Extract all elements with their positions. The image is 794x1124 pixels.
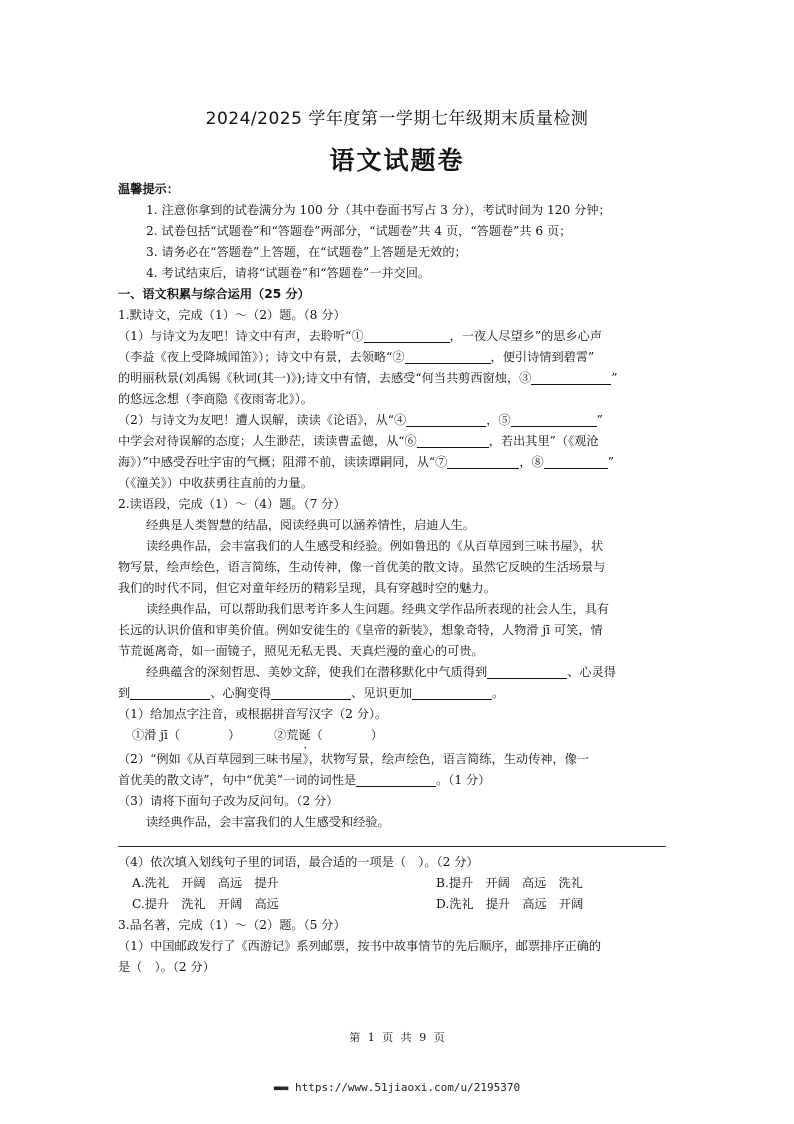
tip-item: 3. 请务必在“答题卷”上答题，在“试题卷”上答题是无效的； [146,245,467,259]
answer-blank[interactable] [511,412,597,427]
subquestion-line: 是（ ）。（2 分） [118,960,215,974]
answer-blank[interactable] [405,349,491,364]
q1-p1-line2: （李益《夜上受降城闻笛》）；诗文中有景，去领略“② ，便引诗情到碧霄” [118,350,595,364]
option-d[interactable]: D.洗礼 提升 高远 开阔 [436,897,584,911]
answer-blank[interactable] [544,454,608,469]
answer-blank[interactable] [271,685,351,700]
tip-item: 1. 注意你拿到的试卷满分为 100 分（其中卷面书写占 3 分），考试时间为 120 分钟； [146,203,611,217]
answer-blank[interactable] [531,370,611,385]
option-c[interactable]: C.提升 洗礼 开阔 高远 [132,897,279,911]
tip-item: 2. 试卷包括“试题卷”和“答题卷”两部分，“试题卷”共 4 页，“答题卷”共 6 页； [146,224,572,238]
passage-line: 我们的时代不同，但它对童年经历的精彩呈现，具有穿越时空的魅力。 [118,581,496,595]
q1-p1-line3: 的明丽秋景(刘禹锡《秋词(其一)》);诗文中有情，去感受“何当共剪西窗烛，③ ” [118,371,618,385]
watermark-logo: ■■■■ [273,1085,289,1092]
subquestion-stem: （1）给加点字注音，或根据拼音写汉字（2 分）。 [118,707,388,721]
subquestion-stem: （3）请将下面句子改为反问句。（2 分） [118,794,339,808]
q1-p1-line4: 的悠远念想（李商隐《夜雨寄北》）。 [118,392,313,406]
q1-p2-line1: （2）与诗文为友吧！遭人误解，读读《论语》，从“④ ，⑤ ” [118,413,603,427]
passage-line: 长远的认识价值和审美价值。例如安徒生的《皇帝的新装》，想象奇特，人物滑 jī 可笑，情 [118,623,603,637]
answer-blank[interactable] [356,772,436,787]
answer-line[interactable] [118,846,666,847]
passage-line: 经典蕴含的深刻哲思、美妙文辞，使我们在潜移默化中气质得到 、心灵得 [146,665,616,679]
passage-line: 读经典作品，可以帮助我们思考许多人生问题。经典文学作品所表现的社会人生，具有 [146,602,610,616]
watermark[interactable] [0,1081,794,1094]
options-row [118,873,666,894]
answer-blank[interactable] [487,664,567,679]
dotted-char: 诞 [298,728,311,742]
q1-p2-line3: 海》）”中感受吞吐宇宙的气概；阻滞不前，读读谭嗣同，从“⑦ ，⑧ ” [118,455,614,469]
passage-line: 经典是人类智慧的结晶，阅读经典可以涵养情性，启迪人生。 [146,518,476,532]
answer-blank[interactable] [130,685,210,700]
q1-p2-line2: 中学会对待误解的态度；人生渺茫，读读曹孟德，从“⑥ ，若出其里”（《观沧 [118,434,599,448]
passage-line: 到 、心胸变得 、见识更加 。 [118,686,505,700]
passage-line: 节荒诞离奇，如一面镜子，照见无私无畏、天真烂漫的童心的可贵。 [118,644,484,658]
exam-subtitle: 语文试题卷 [329,146,465,175]
subquestion-stem: （4）依次填入划线句子里的词语，最合适的一项是（ ）。（2 分） [118,855,479,869]
watermark-url[interactable]: https://www.51jiaoxi.com/u/2195370 [294,1081,521,1094]
question-stem: 3.品名著，完成（1）～（2）题。（5 分） [118,918,346,932]
page-number: 第 1 页 共 9 页 [349,1031,445,1044]
answer-blank[interactable] [406,412,486,427]
exam-title: 2024/2025 学年度第一学期七年级期末质量检测 [205,109,589,129]
answer-blank[interactable] [447,454,519,469]
answer-blank[interactable] [412,685,492,700]
passage-line: 读经典作品，会丰富我们的人生感受和经验。例如鲁迅的《从百草园到三味书屋》，状 [146,539,604,553]
exam-content [118,179,666,978]
section-heading: 一、语文积累与综合运用（25 分） [118,287,310,301]
option-a[interactable]: A.洗礼 开阔 高远 提升 [132,876,279,890]
question-stem: 2.读语段，完成（1）～（4）题。（7 分） [118,497,346,511]
answer-blank[interactable] [364,328,450,343]
subquestion-line: （2）“例如《从百草园到三味书屋》，状物写景，绘声绘色，语言简练，生动传神，像一 [118,752,590,766]
tip-item: 4. 考试结束后，请将“试题卷”和“答题卷”一并交回。 [146,266,431,280]
question-stem: 1.默诗文，完成（1）～（2）题。（8 分） [118,308,346,322]
subquestion-line: （1）中国邮政发行了《西游记》系列邮票，按书中故事情节的先后顺序，邮票排序正确的 [118,939,602,953]
passage-line: 物写景，绘声绘色，语言简练，生动传神，像一首优美的散文诗。虽然它反映的生活场景与 [118,560,606,574]
option-b[interactable]: B.提升 开阔 高远 洗礼 [436,876,583,890]
answer-blank[interactable] [417,433,489,448]
q1-p2-line4: （《潼关》）中收获勇往直前的力量。 [118,476,313,490]
options-row [118,894,666,915]
pinyin-items: ①滑 jī（ ） ②荒诞（ ） [132,728,383,742]
tips-heading: 温馨提示： [118,182,179,196]
subquestion-line: 首优美的散文诗”，句中“优美”一词的词性是 。（1 分） [118,773,491,787]
q1-p1-line1: （1）与诗文为友吧！诗文中有声，去聆听“① ，一夜人尽望乡”的思乡心声 [118,329,603,343]
subquestion-sentence: 读经典作品，会丰富我们的人生感受和经验。 [146,815,390,829]
